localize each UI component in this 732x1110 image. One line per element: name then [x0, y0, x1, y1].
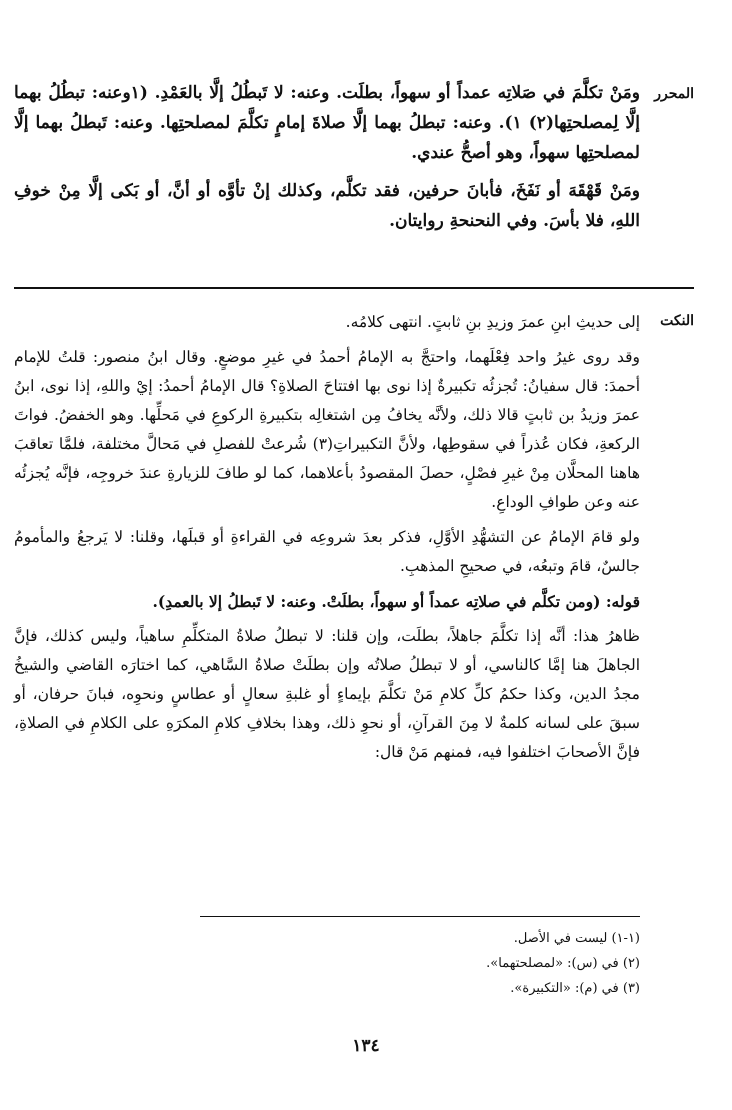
nukat-paragraph-1: إلى حديثِ ابنِ عمرَ وزيدِ بنِ ثابتٍ. انتهى كلامُه. — [345, 313, 640, 331]
nukat-paragraph-5: ظاهرُ هذا: أنَّه إذا تكلَّمَ جاهلاً، بطلَت، وإن قلنا: لا تبطلُ صلاةُ المتكلِّمِ ساهياً، وليس كذلك، فإنَّ الجاهلَ هنا إمَّا كالناسي، أو لا تبطلُ صلاتُه وإن بطلَتْ صلاةُ السَّاهي، كما اختارَه القاضي والشيخُ مجدُ الدين، وكذا حكمُ كلِّ كلامِ مَنْ تكلَّمَ بإيماءٍ أو غلبةِ سعالٍ أو عطاسٍ ونحوِه، فبانَ حرفان، أو سبقَ على لسانه كلمةٌ لا مِنَ القرآنِ، أو نحوِ ذلك، وهذا بخلافِ كلامِ المكرَهِ على الكلامِ في الصلاةِ، فإنَّ الأصحابَ اختلفوا فيه، فمنهم مَنْ قال: — [14, 627, 640, 761]
nukat-paragraph-2: وقد روى غيرُ واحد فِعْلَهما، واحتجَّ به الإمامُ أحمدُ في غيرِ موضعٍ. وقال ابنُ منصور: قلتُ للإمام أحمدَ: قال سفيانُ: تُجزئُه تكبيرةٌ إذا نوى بها افتتاحَ الصلاةِ؟ قال الإمامُ أحمدُ: إيْ واللهِ، إذا نوى، ابنُ عمرَ وزيدُ بن ثابتٍ قالا ذلك، ولأنَّه يخافُ مِن اشتغالِه بتكبيرةِ الركوعِ في مَحلِّها. وهو الخفضُ. فواتَ الركعةِ، فكان عُذراً في سقوطِها، ولأنَّ التكبيراتِ(٣) شُرعتْ للفصلِ في مَحالَّ مختلفة، فلمَّا تعاقبَ هاهنا المحلَّان مِنْ غيرِ فصْلٍ، حصلَ المقصودُ بأعلاهما، كما لو طافَ للزيارةِ عندَ خروجِه، فإنَّه يُجزئُه عنه وعن طوافِ الوداعِ. — [14, 348, 640, 511]
section-divider — [14, 287, 694, 289]
nukat-quote: قوله: (ومن تكلَّم في صلاتِه عمداً أو سهواً، بطلَتْ. وعنه: لا تَبطلُ إلا بالعمدِ). — [152, 592, 640, 611]
page-number: ١٣٤ — [352, 1036, 380, 1056]
label-nukat: النكت — [660, 313, 694, 329]
footnote-1: (١-١) ليست في الأصل. — [513, 931, 640, 946]
nukat-text — [14, 308, 640, 767]
footnote-2: (٢) في (س): «لمصلحتهما». — [486, 956, 640, 971]
label-muharrar: المحرر — [654, 86, 694, 102]
muharrar-paragraph-2: ومَنْ قَهْقَهَ أو نَفَخَ، فأبانَ حرفين، فقد تكلَّم، وكذلك إنْ تأوَّه أو أنَّ، أو بَكى إلَّا مِنْ خوفِ اللهِ، فلا بأسَ. وفي النحنحةِ روايتان. — [14, 181, 640, 231]
muharrar-paragraph-1: ومَنْ تكلَّمَ في صَلاتِه عمداً أو سهواً، بطلَت. وعنه: لا تَبطُلُ إلَّا بالعَمْدِ. (١وعنه: تبطُلُ بهما إلَّا لِمصلحتِها(٢) ١). وعنه: تبطلُ بهما إلَّا صلاةَ إمامٍ تكلَّمَ لمصلحتِها. وعنه: تَبطلُ بهما إلَّا لمصلحتِها سهواً، وهو أصحُّ عندي. — [14, 83, 640, 163]
footnote-divider — [200, 916, 640, 917]
footnotes — [200, 926, 640, 1001]
footnote-3: (٣) في (م): «التكبيرة». — [510, 981, 640, 996]
nukat-paragraph-3: ولو قامَ الإمامُ عن التشهُّدِ الأوَّلِ، فذكر بعدَ شروعِه في القراءةِ أو قبلَها، وقلنا: لا يَرجعُ والمأمومُ جالسٌ، قامَ وتبعُه، في صحيحِ المذهبِ. — [14, 528, 640, 575]
muharrar-text — [14, 78, 640, 236]
